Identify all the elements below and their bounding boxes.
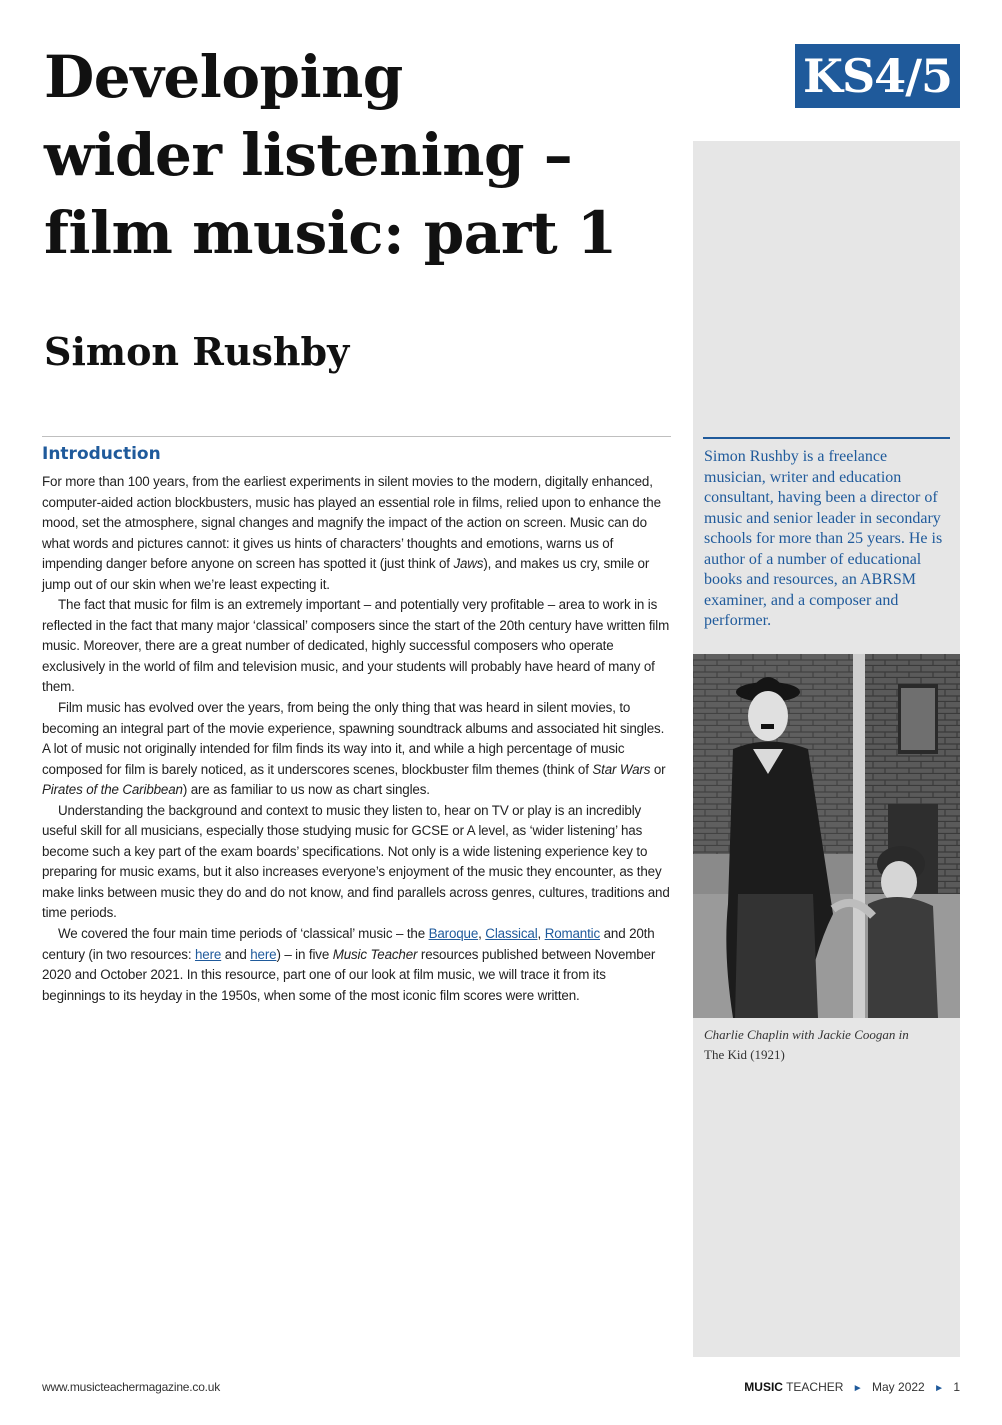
p1-text-a: For more than 100 years, from the earliest experiments in silent movies to the modern, digitally enhanced, computer-aided action blockbusters, music has played an essential role in films, relied upon to enhance the mood, set the atmosphere, signal changes and magnify the impact of the action on screen. Music can do what words and pictures cannot: it gives us hints of characters’ thoughts and emotions, warns us of impending danger before anyone on screen has spotted it (just think of	[42, 474, 661, 572]
link-baroque[interactable]: Baroque	[428, 926, 479, 942]
arrow-right-icon: ►	[934, 1383, 944, 1394]
link-romantic[interactable]: Romantic	[544, 926, 601, 942]
footer-publication	[744, 1380, 960, 1394]
key-stage-badge: KS4/5	[795, 44, 960, 108]
author-bio: Simon Rushby is a freelance musician, writer and education consultant, having been a director of music and senior leader in secondary schools for more than 25 years. He is author of a number of educational books and resources, an ABRSM examiner, and a composer and performer.	[704, 448, 943, 629]
author-name: Simon Rushby	[44, 329, 350, 374]
caption-film: The Kid (1921)	[704, 1047, 785, 1062]
page-number: 1	[953, 1380, 960, 1394]
section-heading: Introduction	[42, 444, 161, 464]
link-here-2[interactable]: here	[250, 946, 277, 962]
title-line-2: wider listening –	[44, 121, 573, 189]
p5-text-a: We covered the four main time periods of ‘classical’ music – the	[58, 926, 429, 942]
issue-date: May 2022	[872, 1380, 925, 1394]
p3-text-mid: or	[650, 761, 666, 777]
section-divider	[42, 436, 671, 437]
paragraph-4: Understanding the background and context to music they listen to, hear on TV or play is an incredibly useful skill for all musicians, especially those studying music for GCSE or A level, as ‘wider listening’ has become such a key part of the exam boards’ specifications. Not only is a wide listening experience key to preparing for music exams, but it also increases everyone’s enjoyment of the music they encounter, as they make links between music they do and do not know, and find parallels across genres, cultures, traditions and time periods.	[42, 802, 670, 921]
p5-text-b: and 20th century (in two resources:	[42, 926, 655, 962]
paragraph-3	[42, 698, 671, 801]
p3-text-a: Film music has evolved over the years, from being the only thing that was heard in silent movies, to becoming an integral part of the movie experience, spawning soundtrack albums and associated hit singles. A lot of music not originally intended for film finds its way into it, and while a high percentage of music composed for film is barely noticed, as it underscores scenes, blockbuster film themes (think of	[42, 700, 665, 777]
caption-names: Charlie Chaplin with Jackie Coogan in	[704, 1027, 909, 1042]
p1-text-b: ), and makes us cry, smile or jump out of our skin when we’re least expecting it.	[42, 556, 650, 592]
footer-url[interactable]: www.musicteachermagazine.co.uk	[42, 1380, 221, 1394]
article-body	[42, 472, 671, 1006]
title-line-1: Developing	[44, 43, 403, 111]
arrow-right-icon: ►	[852, 1383, 863, 1394]
p5-text-d: ) – in five	[276, 946, 333, 962]
p5-italic: Music Teacher	[332, 946, 418, 962]
film-still-photo	[693, 654, 960, 1018]
p5-text-c: and	[221, 946, 251, 962]
photo-caption	[704, 1025, 949, 1065]
p5-comma-2: ,	[537, 926, 545, 942]
p3-text-b: ) are as familiar to us now as chart singles.	[182, 782, 430, 798]
brand-rest: TEACHER	[782, 1380, 844, 1394]
title-line-3: film music: part 1	[44, 199, 617, 267]
p3-italic-1: Star Wars	[592, 761, 651, 777]
brand-bold: MUSIC	[744, 1380, 783, 1394]
p5-comma-1: ,	[478, 926, 486, 942]
paragraph-5	[42, 924, 671, 1006]
sidebar-divider	[703, 437, 950, 439]
p1-italic: Jaws	[453, 556, 484, 572]
paragraph-1	[42, 472, 671, 595]
article-title	[44, 38, 664, 272]
link-classical[interactable]: Classical	[485, 926, 538, 942]
paragraph-2: The fact that music for film is an extremely important – and potentially very profitable – area to work in is reflected in the fact that many major ‘classical’ composers since the start of the 20th century have written film music. Moreover, there are a great number of dedicated, highly successful composers who operate exclusively in the world of film and television music, and your students will probably have heard of many of them.	[42, 597, 670, 695]
p5-text-e: resources published between November 2020 and October 2021. In this resource, part one of our look at film music, we will trace it from its beginnings to its heyday in the 1950s, when some of the most iconic film scores were written.	[42, 946, 656, 1003]
link-here-1[interactable]: here	[194, 946, 222, 962]
p3-italic-2: Pirates of the Caribbean	[42, 782, 183, 798]
